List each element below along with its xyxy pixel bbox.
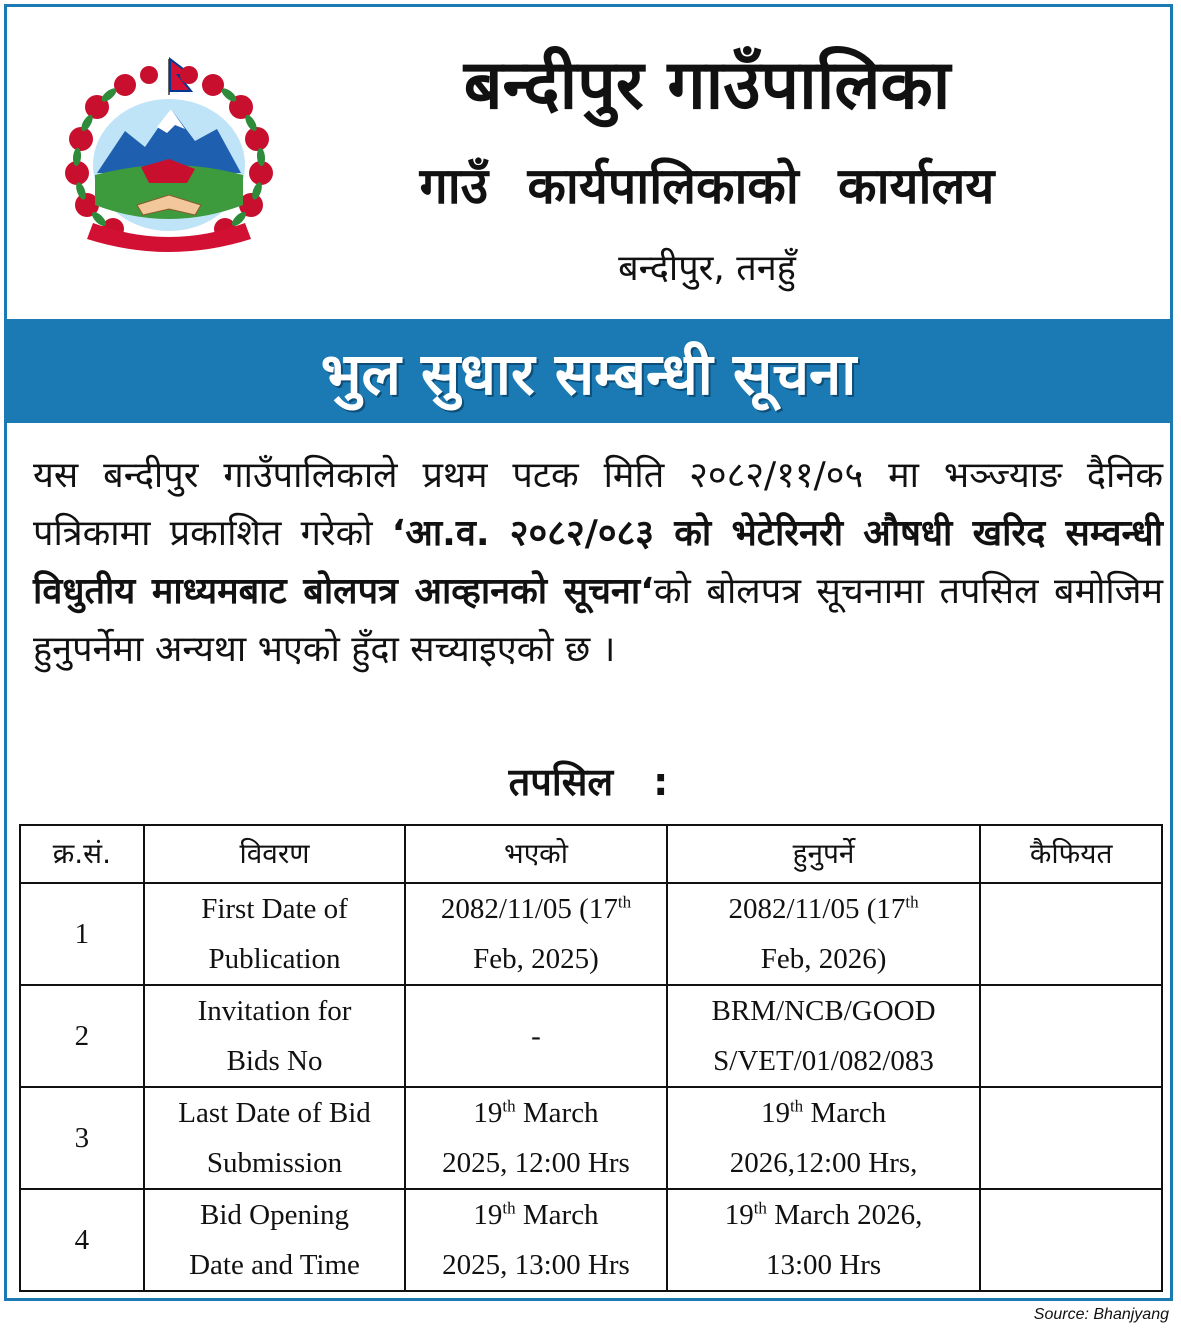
col-header-sn: क्र.सं. <box>20 825 144 883</box>
cell-was <box>405 1189 666 1291</box>
cell-description <box>144 1087 405 1189</box>
cell-should-be <box>667 883 981 985</box>
cell-was: - <box>405 985 666 1087</box>
cell-sn: 3 <box>20 1087 144 1189</box>
cell-should-be <box>667 985 981 1087</box>
should-line2: S/VET/01/082/083 <box>713 1045 934 1077</box>
cell-remarks <box>980 1087 1162 1189</box>
col-header-was: भएको <box>405 825 666 883</box>
cell-was <box>405 883 666 985</box>
table-row <box>20 1189 1162 1291</box>
notice-body <box>33 447 1163 679</box>
cell-was <box>405 1087 666 1189</box>
cell-description <box>144 883 405 985</box>
was-day: 19 <box>473 1199 503 1231</box>
should-ordinal: th <box>789 1096 804 1116</box>
schedule-heading <box>7 755 1170 807</box>
cell-sn: 1 <box>20 883 144 985</box>
was-ordinal: th <box>617 892 632 912</box>
col-header-remarks: कैफियत <box>980 825 1162 883</box>
notice-header <box>7 7 1170 313</box>
nepal-emblem-icon <box>45 55 293 255</box>
should-ordinal: th <box>753 1198 767 1218</box>
should-month: March 2026, <box>766 1199 923 1231</box>
desc-line1: Last Date of Bid <box>178 1097 371 1129</box>
table-row <box>20 985 1162 1087</box>
was-month: March <box>515 1097 599 1129</box>
desc-line2: Date and Time <box>189 1249 360 1281</box>
should-ordinal: th <box>905 892 919 912</box>
table-row <box>20 1087 1162 1189</box>
was-ordinal: th <box>502 1096 516 1116</box>
should-month: March <box>803 1097 887 1129</box>
desc-line2: Submission <box>206 1147 343 1179</box>
cell-remarks <box>980 883 1162 985</box>
body-text-bold: ‘आ.व. २०८२/०८३ को भेटेरिनरी औषधी खरिद सम्वन्धी विधुतीय माध्यमबाट बोलपत्र आव्हानको सूचना‘ <box>33 513 1163 612</box>
was-line2: 2025, 12:00 Hrs <box>442 1147 630 1179</box>
was-line1: 2082/11/05 (17 <box>440 893 618 925</box>
body-text-part1: यस बन्दीपुर गाउँपालिकाले प्रथम पटक मिति २०८२/११/०५ मा भञ्ज्याङ दैनिक पत्रिकामा प्रकाशित गरेको <box>33 455 1163 554</box>
notice-title: भुल सुधार सम्बन्धी सूचना <box>320 339 857 408</box>
should-line2: 2026,12:00 Hrs, <box>729 1147 918 1179</box>
office-location: बन्दीपुर, तनहुँ <box>618 248 796 289</box>
should-day: 19 <box>724 1199 754 1231</box>
col-header-description: विवरण <box>144 825 405 883</box>
was-ordinal: th <box>502 1198 516 1218</box>
was-line2: 2025, 13:00 Hrs <box>442 1249 630 1281</box>
should-day: 19 <box>760 1097 790 1129</box>
was-line2: Feb, 2025) <box>473 943 599 975</box>
cell-remarks <box>980 985 1162 1087</box>
office-name: गाउँ कार्यपालिकाको कार्यालय <box>419 157 995 215</box>
table-row <box>20 883 1162 985</box>
was-month: March <box>515 1199 599 1231</box>
cell-sn: 2 <box>20 985 144 1087</box>
desc-line2: Bids No <box>226 1045 323 1077</box>
schedule-heading-text: तपसिल <box>508 760 614 804</box>
table-header-row <box>20 825 1162 883</box>
correction-table <box>19 824 1163 1292</box>
should-line1: BRM/NCB/GOOD <box>711 995 936 1027</box>
desc-line1: First Date of <box>201 893 348 925</box>
cell-description <box>144 1189 405 1291</box>
desc-line1: Invitation for <box>197 995 352 1027</box>
cell-remarks <box>980 1189 1162 1291</box>
should-line2: 13:00 Hrs <box>765 1249 882 1281</box>
col-header-should-be: हुनुपर्ने <box>667 825 981 883</box>
should-line2: Feb, 2026) <box>760 943 887 975</box>
should-line1: 2082/11/05 (17 <box>728 893 906 925</box>
cell-sn: 4 <box>20 1189 144 1291</box>
desc-line1: Bid Opening <box>199 1199 350 1231</box>
was-day: 19 <box>473 1097 503 1129</box>
body-text-part2: को बोलपत्र सूचनामा तपसिल बमोजिम हुनुपर्नेमा अन्यथा भएको हुँदा सच्याइएको छ । <box>33 571 1163 670</box>
notice-frame <box>4 4 1173 1301</box>
notice-title-banner <box>7 319 1170 423</box>
cell-should-be <box>667 1189 981 1291</box>
schedule-heading-colon: : <box>653 760 669 804</box>
cell-should-be <box>667 1087 981 1189</box>
desc-line2: Publication <box>208 943 341 975</box>
municipality-name: बन्दीपुर गाउँपालिका <box>463 46 951 125</box>
source-credit: Source: Bhanjyang <box>1033 1306 1169 1323</box>
cell-description <box>144 985 405 1087</box>
